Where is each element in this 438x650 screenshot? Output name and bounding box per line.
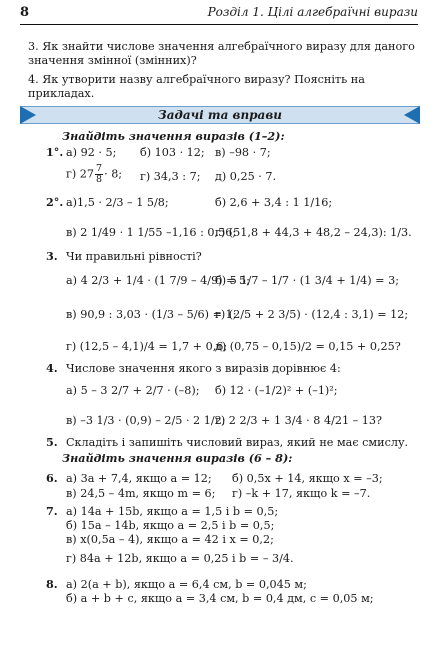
ex6-a: а) 3a + 7,4, якщо a = 12; (66, 472, 212, 485)
ex3-g: г) (2/5 + 2 3/5) · (12,4 : 3,1) = 12; (215, 308, 409, 321)
ex1-g1-post: · 8; (104, 167, 123, 181)
ex7-number: 7. (46, 504, 58, 518)
ex3-d: д) (0,75 – 0,15)/2 = 0,15 + 0,25? (215, 340, 401, 353)
section-title: Розділ 1. Цілі алгебраїчні вирази (207, 5, 418, 19)
instruction-1-2: Знайдіть значення виразів (1–2): (62, 129, 285, 143)
ex8-a: а) 2(a + b), якщо a = 6,4 см, b = 0,045 м; (66, 578, 307, 591)
ex2-v: в) 2 1/49 · 1 1/55 –1,16 : 0,56; (66, 226, 237, 239)
section-band (20, 106, 420, 124)
ex8-number: 8. (46, 577, 58, 591)
ex6-g: г) –k + 17, якщо k = –7. (232, 487, 371, 500)
ex1-g1-num: 7 (96, 163, 103, 174)
ex4-g: г) 2 2/3 + 1 3/4 · 8 4/21 – 13? (215, 414, 383, 427)
ex3-v: в) 90,9 : 3,03 · (1/3 – 5/6) = 1; (66, 308, 237, 321)
ex2-b: б) 2,6 + 3,4 : 1 1/16; (215, 196, 333, 209)
ex7-v: в) x(0,5a – 4), якщо a = 42 і x = 0,2; (66, 533, 274, 546)
ex7-b: б) 15a – 14b, якщо a = 2,5 і b = 0,5; (66, 519, 275, 532)
ex6-number: 6. (46, 471, 58, 485)
ex1-number: 1°. (46, 145, 64, 159)
question-4: 4. Як утворити назву алгебраїчного виразу? Поясніть на прикладах. (28, 73, 365, 100)
ex2-g: г) (51,8 + 44,3 + 48,2 – 24,3): 1/3. (215, 226, 412, 239)
ex1-a: а) 92 · 5; (66, 146, 117, 159)
ex1-g1 (66, 164, 122, 185)
question-3: 3. Як знайти числове значення алгебраїчного виразу для даного значення змінної (змінних)? (28, 40, 415, 67)
ex4-a: а) 5 – 3 2/7 + 2/7 · (–8); (66, 384, 200, 397)
ex1-g1-den: 8 (96, 174, 103, 185)
ex1-g1-fraction (95, 164, 103, 185)
ex2-a: а)1,5 · 2/3 – 1 5/8; (66, 196, 169, 209)
ex3-title: Чи правильні рівності? (66, 250, 202, 263)
ex4-number: 4. (46, 361, 58, 375)
ex4-v: в) –3 1/3 · (0,9) – 2/5 · 2 1/2; (66, 414, 226, 427)
ex7-g: г) 84a + 12b, якщо a = 0,25 і b = – 3/4. (66, 552, 294, 565)
ex6-b: б) 0,5x + 14, якщо x = –3; (232, 472, 383, 485)
ex6-v: в) 24,5 – 4m, якщо m = 6; (66, 487, 216, 500)
ex3-g2: г) (12,5 – 4,1)/4 = 1,7 + 0,6; (66, 340, 228, 353)
instruction-6-8: Знайдіть значення виразів (6 – 8): (62, 451, 293, 465)
ex1-d: д) 0,25 · 7. (215, 170, 277, 183)
ex3-b: б) 5 1/7 – 1/7 · (1 3/4 + 1/4) = 3; (215, 274, 399, 287)
band-title: Задачі та вправи (158, 108, 282, 122)
ex1-v: в) –98 · 7; (215, 146, 271, 159)
page-number: 8 (20, 5, 30, 20)
ex7-a: а) 14a + 15b, якщо a = 1,5 і b = 0,5; (66, 505, 279, 518)
ex3-number: 3. (46, 249, 58, 263)
ex8-b: б) a + b + c, якщо a = 3,4 см, b = 0,4 дм, c = 0,05 м; (66, 592, 374, 605)
ex1-b: б) 103 · 12; (140, 146, 205, 159)
ex1-g2: г) 34,3 : 7; (140, 170, 201, 183)
ex4-title: Числове значення якого з виразів дорівнює 4: (66, 362, 341, 375)
ex1-g1-pre: г) 27 (66, 167, 95, 181)
ex5-text: Складіть і запишіть числовий вираз, який не має смислу. (66, 436, 409, 449)
ex2-number: 2°. (46, 195, 64, 209)
ex4-b: б) 12 · (–1/2)² + (–1)²; (215, 384, 338, 397)
page-header (20, 0, 418, 25)
ex5-number: 5. (46, 435, 58, 449)
ex3-a: а) 4 2/3 + 1/4 · (1 7/9 – 4/9) = 5; (66, 274, 250, 287)
